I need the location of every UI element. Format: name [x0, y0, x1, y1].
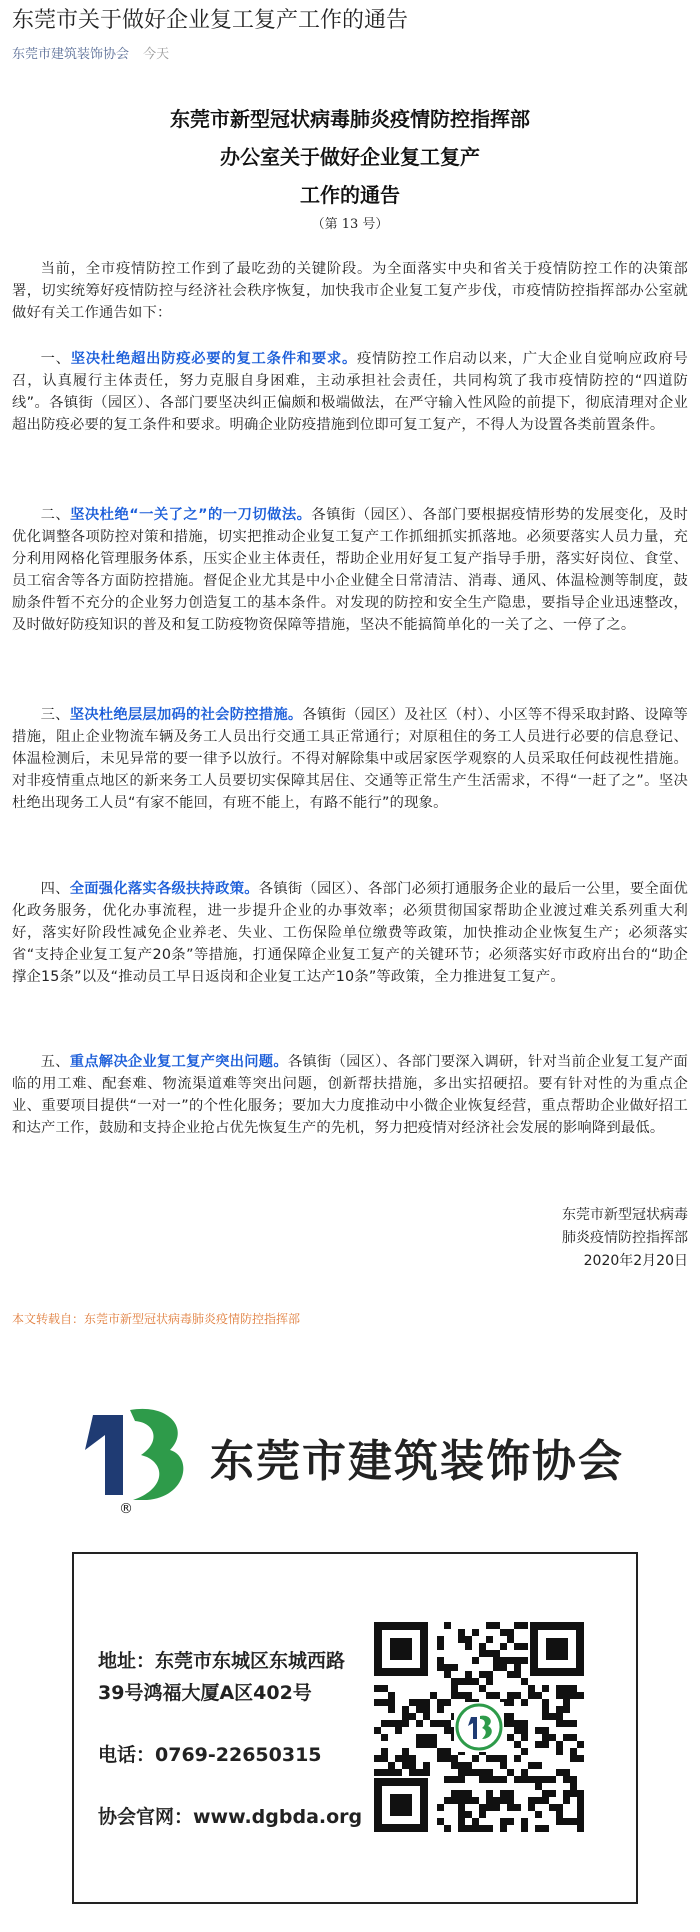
association-logo-row: [75, 1395, 635, 1525]
address-line: 39号鸿福大厦A区402号: [98, 1682, 312, 1704]
section-body: 疫情防控工作启动以来，广大企业自觉响应政府号召，认真履行主体责任，努力克服自身困难，主动承担社会责任，共同构筑了我市疫情防控的“四道防线”。各镇街（园区）、各部门要坚决纠正偏颇和极端做法，在严守输入性风险的前提下，彻底清理对企业超出防疫必要的复工条件和要求。明确企业防疫措施到位即可复工复产，不得人为设置各类前置条件。: [12, 351, 688, 433]
section-heading: 坚决杜绝“一关了之”的一刀切做法。: [70, 507, 312, 523]
signature-line: 肺炎疫情防控指挥部: [562, 1230, 688, 1246]
document-title-line: 东莞市新型冠状病毒肺炎疫情防控指挥部: [170, 107, 530, 131]
section-body: 各镇街（园区）、各部门要根据疫情形势的发展变化，及时优化调整各项防控对策和措施，切实把推动企业复工复产工作抓细抓实抓落地。必须要落实人员力量，充分利用网格化管理服务体系，压实企业主体责任，帮助企业用好复工复产指导手册，落实好岗位、食堂、员工宿舍等各方面防控措施。督促企业尤其是中小企业健全日常清洁、消毒、通风、体温检测等制度，鼓励条件暂不充分的企业努力创造复工的基本条件。对发现的防控和安全生产隐患，要指导企业迅速整改，及时做好防疫知识的普及和复工防疫物资保障等措施，坚决不能搞简单化的一关了之、一停了之。: [12, 507, 688, 633]
section-prefix: 三、: [40, 707, 70, 723]
section-heading: 全面强化落实各级扶持政策。: [69, 881, 259, 897]
address-line: 地址：东莞市东城区东城西路: [98, 1650, 346, 1672]
association-name: 东莞市建筑装饰协会: [210, 1436, 624, 1487]
article-meta: [12, 46, 169, 64]
document-heading: [0, 100, 700, 214]
section-paragraph: [12, 504, 688, 636]
section-heading: 重点解决企业复工复产突出问题。: [69, 1054, 288, 1070]
section-paragraph: [12, 348, 688, 436]
publish-date: 今天: [143, 47, 170, 62]
document-title-line: 工作的通告: [300, 183, 400, 207]
document-number: （第 13 号）: [311, 217, 389, 232]
document-title-line: 办公室关于做好企业复工复产: [220, 145, 480, 169]
qr-code-image: [374, 1622, 584, 1832]
page-title: 东莞市关于做好企业复工复产工作的通告: [12, 8, 409, 33]
contact-card: [72, 1552, 638, 1904]
registered-mark: ®: [119, 1501, 133, 1515]
signature-block: [562, 1204, 688, 1273]
section-body: 各镇街（园区）、各部门要深入调研，针对当前企业复工复产面临的用工难、配套难、物流渠道难等突出问题，创新帮扶措施，多出实招硬招。要有针对性的为重点企业、重要项目提供“一对一”的个性化服务；要加大力度推动中小微企业恢复经营，重点帮助企业做好招工和达产工作，鼓励和支持企业抢占优先恢复生产的先机，努力把疫情对经济社会发展的影响降到最低。: [12, 1054, 688, 1136]
section-heading: 坚决杜绝层层加码的社会防控措施。: [69, 707, 303, 723]
website-text: 协会官网：www.dgbda.org: [98, 1806, 363, 1828]
section-paragraph: [12, 878, 688, 988]
association-logo-icon: [75, 1395, 195, 1515]
section-paragraph: [12, 1051, 688, 1139]
section-paragraph: [12, 704, 688, 814]
phone-text: 电话：0769-22650315: [98, 1744, 322, 1766]
signature-line: 东莞市新型冠状病毒: [562, 1207, 688, 1223]
section-prefix: 一、: [40, 351, 71, 367]
signature-date: 2020年2月20日: [583, 1253, 688, 1269]
section-prefix: 五、: [40, 1054, 70, 1070]
section-heading: 坚决杜绝超出防疫必要的复工条件和要求。: [70, 351, 358, 367]
section-body: 各镇街（园区）、各部门必须打通服务企业的最后一公里，要全面优化政务服务，优化办事流程，进一步提升企业的办事效率；必须贯彻国家帮助企业渡过难关系列重大利好，落实好阶段性减免企业养老、失业、工伤保险单位缴费等政策，加快推动企业恢复生产；必须落实省“支持企业复工复产20条”等措施，打通保障企业复工复产的关键环节；必须落实好市政府出台的“助企撑企15条”以及“推动员工早日返岗和企业复工达产10条”等政策，全力推进复工复产。: [12, 881, 688, 985]
section-body: 各镇街（园区）及社区（村）、小区等不得采取封路、设障等措施，阻止企业物流车辆及务工人员出行交通工具正常通行；对原租住的务工人员进行必要的信息登记、体温检测后，未见异常的要一律予以放行。不得对解除集中或居家医学观察的人员采取任何歧视性措施。对非疫情重点地区的新来务工人员要切实保障其居住、交通等正常生产生活需求，不得“一赶了之”。坚决杜绝出现务工人员“有家不能回，有班不能上，有路不能行”的现象。: [12, 707, 688, 811]
section-prefix: 四、: [40, 881, 70, 897]
author-link[interactable]: 东莞市建筑装饰协会: [12, 47, 130, 62]
source-line[interactable]: 本文转载自：东莞市新型冠状病毒肺炎疫情防控指挥部: [12, 1312, 301, 1326]
intro-paragraph: 当前，全市疫情防控工作到了最吃劲的关键阶段。为全面落实中央和省关于疫情防控工作的决策部署，切实统筹好疫情防控与经济社会秩序恢复，加快我市企业复工复产步伐，市疫情防控指挥部办公室就做好有关工作通告如下：: [12, 261, 688, 321]
section-prefix: 二、: [40, 507, 71, 523]
